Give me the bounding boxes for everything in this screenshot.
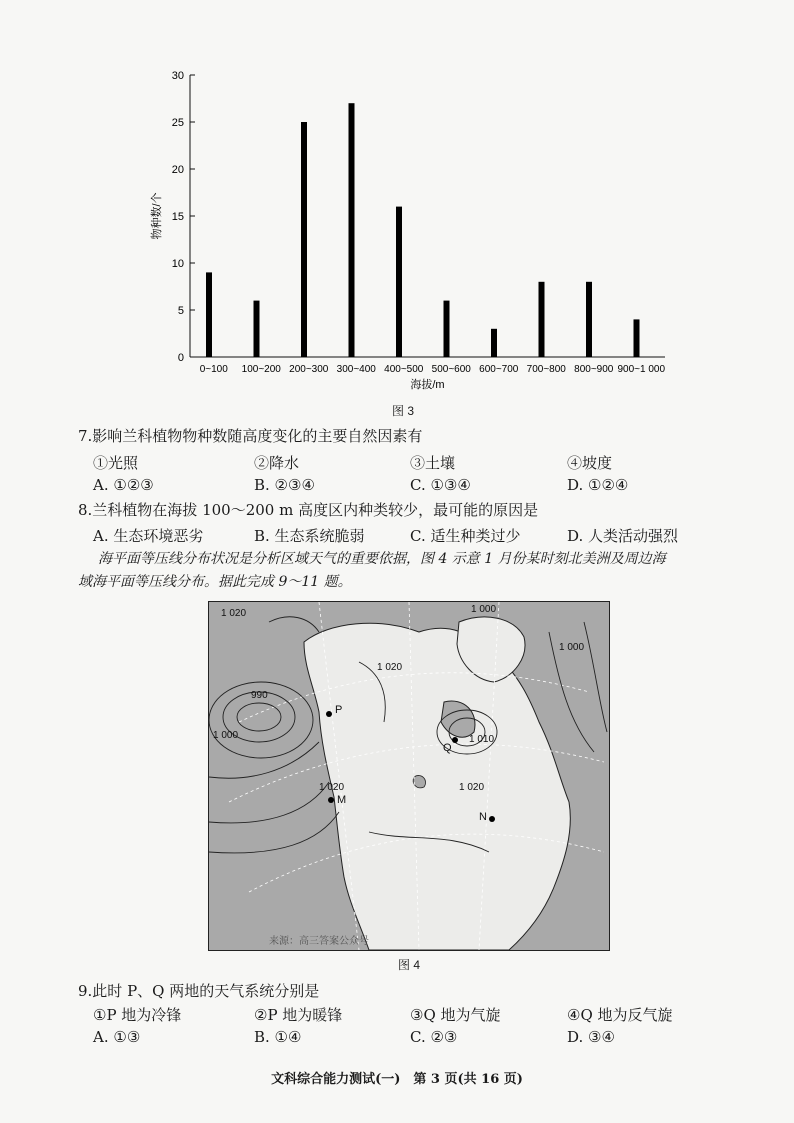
isobar-label: 1 010	[469, 734, 495, 745]
q9-item-4: ④Q 地为反气旋	[567, 1006, 673, 1024]
bar	[444, 301, 450, 357]
q9-item-3: ③Q 地为气旋	[410, 1006, 501, 1024]
x-axis-label: 海拔/m	[410, 379, 445, 390]
q8-option-b: B. 生态系统脆弱	[254, 527, 365, 545]
intro-line-1: 海平面等压线分布状况是分析区域天气的重要依据，图 4 示意 1 月份某时刻北美洲及周边海	[98, 551, 666, 567]
point-n-marker	[489, 816, 495, 822]
q7-option-c: C. ①③④	[410, 476, 471, 494]
y-axis-label: 物种数/个	[151, 192, 163, 240]
q9-option-a: A. ①③	[93, 1028, 141, 1046]
map-graphic	[209, 602, 609, 950]
x-tick-label: 100~200	[241, 364, 281, 375]
y-tick-label: 15	[171, 211, 184, 223]
y-tick-label: 5	[177, 305, 184, 317]
point-m-marker	[328, 797, 334, 803]
question-9-stem: 9.此时 P、Q 两地的天气系统分别是	[78, 982, 320, 1000]
bar	[491, 329, 497, 357]
isobar-label: 990	[251, 690, 268, 701]
bar	[206, 272, 212, 357]
y-tick-label: 25	[171, 117, 184, 129]
y-tick-label: 10	[171, 258, 184, 270]
isobar-label: 1 000	[559, 642, 585, 653]
north-america-isobar-map	[208, 601, 610, 951]
x-tick-label: 0~100	[199, 364, 228, 375]
x-tick-label: 400~500	[384, 364, 424, 375]
isobar-label: 1 020	[319, 782, 345, 793]
y-tick-label: 20	[171, 164, 184, 176]
point-q-marker	[452, 737, 458, 743]
page-footer: 文科综合能力测试(一) 第 3 页(共 16 页)	[271, 1072, 523, 1087]
q7-item-2: ②降水	[254, 454, 300, 472]
question-7-stem: 7.影响兰科植物物种数随高度变化的主要自然因素有	[78, 427, 423, 445]
q7-option-d: D. ①②④	[567, 476, 629, 494]
q9-option-b: B. ①④	[254, 1028, 302, 1046]
y-tick-label: 30	[171, 70, 184, 82]
bar	[349, 103, 355, 357]
isobar-label: 1 000	[471, 604, 497, 615]
x-tick-label: 600~700	[479, 364, 519, 375]
q9-item-2: ②P 地为暖锋	[254, 1006, 343, 1024]
x-tick-label: 300~400	[336, 364, 376, 375]
bar	[586, 282, 592, 357]
q7-item-1: ①光照	[93, 454, 139, 472]
map-watermark: 来源：高三答案公众号	[269, 936, 369, 947]
q8-option-c: C. 适生种类过少	[410, 527, 521, 545]
isobar-label: 1 020	[377, 662, 403, 673]
point-p-marker	[326, 711, 332, 717]
q9-option-c: C. ②③	[410, 1028, 458, 1046]
y-tick-label: 0	[177, 352, 184, 364]
q8-option-d: D. 人类活动强烈	[567, 527, 679, 545]
q9-item-1: ①P 地为冷锋	[93, 1006, 182, 1024]
q7-item-3: ③土壤	[410, 454, 456, 472]
question-8-stem: 8.兰科植物在海拔 100～200 m 高度区内种类较少，最可能的原因是	[78, 501, 539, 519]
isobar-label: 1 020	[459, 782, 485, 793]
point-n-label: N	[479, 811, 487, 823]
q7-item-4: ④坡度	[567, 454, 613, 472]
figure-3-caption: 图 3	[391, 404, 414, 418]
q7-option-a: A. ①②③	[93, 476, 154, 494]
x-tick-label: 200~300	[289, 364, 329, 375]
q8-option-a: A. 生态环境恶劣	[93, 527, 204, 545]
isobar-label: 1 000	[213, 730, 239, 741]
q9-option-d: D. ③④	[567, 1028, 615, 1046]
x-tick-label: 900~1 000	[617, 364, 666, 375]
intro-line-2: 域海平面等压线分布。据此完成 9～11 题。	[78, 574, 352, 590]
bar	[301, 122, 307, 357]
bar	[634, 319, 640, 357]
species-elevation-bar-chart	[140, 60, 680, 390]
x-tick-label: 800~900	[574, 364, 614, 375]
point-m-label: M	[337, 794, 347, 806]
figure-4-caption: 图 4	[397, 958, 420, 972]
point-p-label: P	[335, 704, 343, 716]
q7-option-b: B. ②③④	[254, 476, 315, 494]
bar	[396, 207, 402, 357]
x-tick-label: 500~600	[431, 364, 471, 375]
x-tick-label: 700~800	[526, 364, 566, 375]
bar	[254, 301, 260, 357]
isobar-label: 1 020	[221, 608, 247, 619]
great-lakes	[413, 775, 425, 787]
point-q-label: Q	[443, 742, 452, 754]
bar	[539, 282, 545, 357]
